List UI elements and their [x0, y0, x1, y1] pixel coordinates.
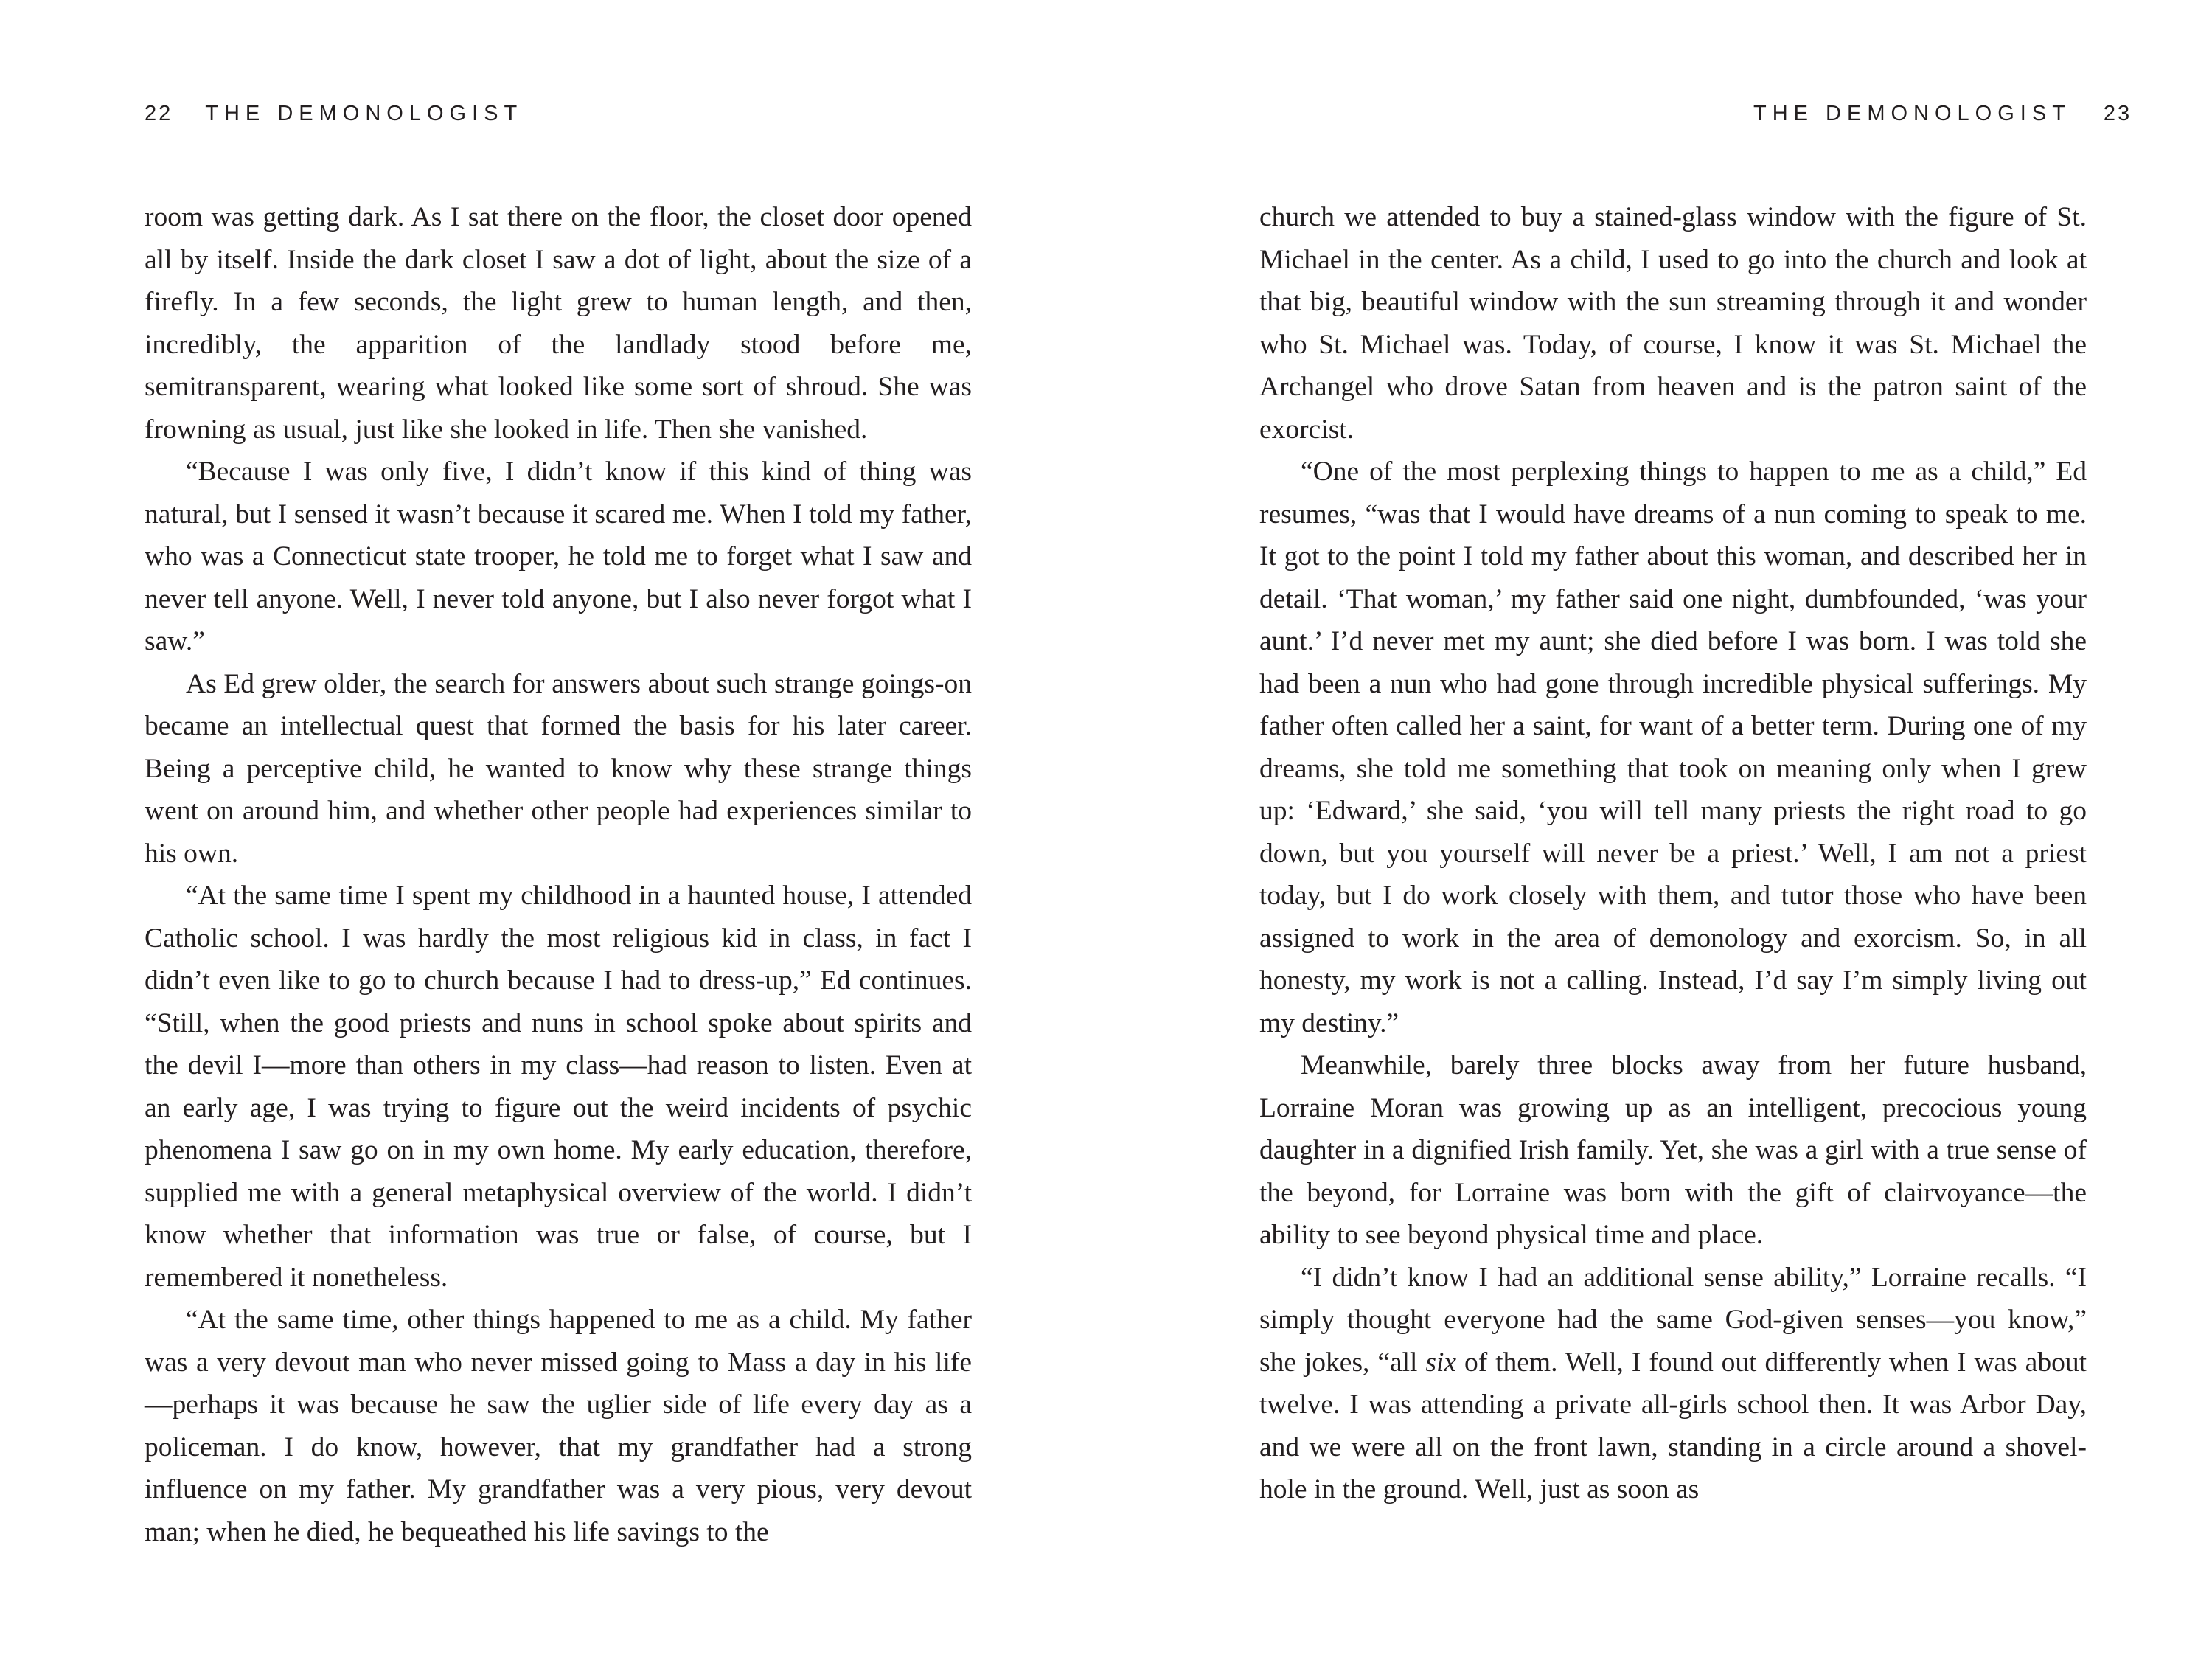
- right-book-title: THE DEMONOLOGIST: [1753, 102, 2071, 125]
- left-running-head: [145, 102, 523, 126]
- paragraph: As Ed grew older, the search for answers about such strange goings-on became an intellectual quest that formed the basis for his later career. Being a perceptive child, he wanted to know why these strange things went on around him, and whether other people had experiences similar to his own.: [145, 668, 972, 869]
- paragraph: Meanwhile, barely three blocks away from her future husband, Lorraine Moran was growing up as an intelligent, precocious young daughter in a dignified Irish family. Yet, she was a girl with a true sense of the beyond, for Lorraine was born with the gift of clairvoyance—the ability to see beyond physical time and place.: [1259, 1050, 2087, 1250]
- left-text-block: [145, 196, 972, 1553]
- paragraph: “One of the most perplexing things to happen to me as a child,” Ed resumes, “was that I would have dreams of a nun coming to speak to me. It got to the point I told my father about this woman, and described her in detail. ‘That woman,’ my father said one night, dumbfounded, ‘was your aunt.’ I’d never met my aunt; she died before I was born. I was told she had been a nun who had gone through incredible physical sufferings. My father often called her a saint, for want of a better term. During one of my dreams, she told me something that took on meaning only when I grew up: ‘Edward,’ she said, ‘you will tell many priests the right road to go down, but you yourself will never be a priest.’ Well, I am not a priest today, but I do work closely with them, and tutor those who have been assigned to work in the area of demonology and exorcism. So, in all honesty, my work is not a calling. Instead, I’d say I’m simply living out my destiny.”: [1259, 457, 2087, 1038]
- paragraph-text: of them. Well, I found out differently when I was about twelve. I was attending a private all-girls school then. It was Arbor Day, and we were all on the front lawn, standing in a circle around a shovel-hole in the ground. Well, just as soon as: [1259, 1347, 2087, 1504]
- paragraph: “Because I was only five, I didn’t know if this kind of thing was natural, but I sensed it wasn’t because it scared me. When I told my father, who was a Connecticut state trooper, he told me to forget what I saw and never tell anyone. Well, I never told anyone, but I also never forgot what I saw.”: [145, 457, 972, 656]
- paragraph: room was getting dark. As I sat there on the floor, the closet door opened all by itself. Inside the dark closet I saw a dot of light, about the size of a firefly. In a few seconds, the light grew to human length, and then, incredibly, the apparition of the landlady stood before me, semitransparent, wearing what looked like some sort of shroud. She was frowning as usual, just like she looked in life. Then she vanished.: [145, 202, 972, 445]
- paragraph: church we attended to buy a stained-glass window with the figure of St. Michael in the center. As a child, I used to go into the church and look at that big, beautiful window with the sun streaming through it and wonder who St. Michael was. Today, of course, I know it was St. Michael the Archangel who drove Satan from heaven and is the patron saint of the exorcist.: [1259, 202, 2087, 445]
- paragraph: “At the same time I spent my childhood in a haunted house, I attended Catholic school. I was hardly the most religious kid in class, in fact I didn’t even like to go to church because I had to dress-up,” Ed continues. “Still, when the good priests and nuns in school spoke about spirits and the devil I—more than others in my class—had reason to listen. Even at an early age, I was trying to figure out the weird incidents of psychic phenomena I saw go on in my own home. My early education, therefore, supplied me with a general metaphysical overview of the world. I didn’t know whether that information was true or false, of course, but I remembered it nonetheless.: [145, 881, 972, 1293]
- right-page: [1106, 0, 2212, 1666]
- italic-word: six: [1425, 1347, 1457, 1378]
- right-page-number: 23: [2103, 102, 2132, 125]
- paragraph: [1259, 1257, 2087, 1511]
- left-page-number: 22: [145, 102, 173, 125]
- paragraph: “At the same time, other things happened to me as a child. My father was a very devout man who never missed going to Mass a day in his life—perhaps it was because he saw the uglier side of life every day as a policeman. I do know, however, that my grandfather had a strong influence on my father. My grandfather was a very pious, very devout man; when he died, he bequeathed his life savings to the: [145, 1305, 972, 1547]
- right-text-block: [1259, 196, 2087, 1511]
- right-running-head: [1753, 102, 2132, 126]
- paragraph-text: “I didn’t know I had an additional sense ability,” Lorraine recalls. “I simply thought everyone had the same God-given senses—you know,” she jokes, “all: [1259, 1262, 2087, 1378]
- left-book-title: THE DEMONOLOGIST: [205, 102, 524, 125]
